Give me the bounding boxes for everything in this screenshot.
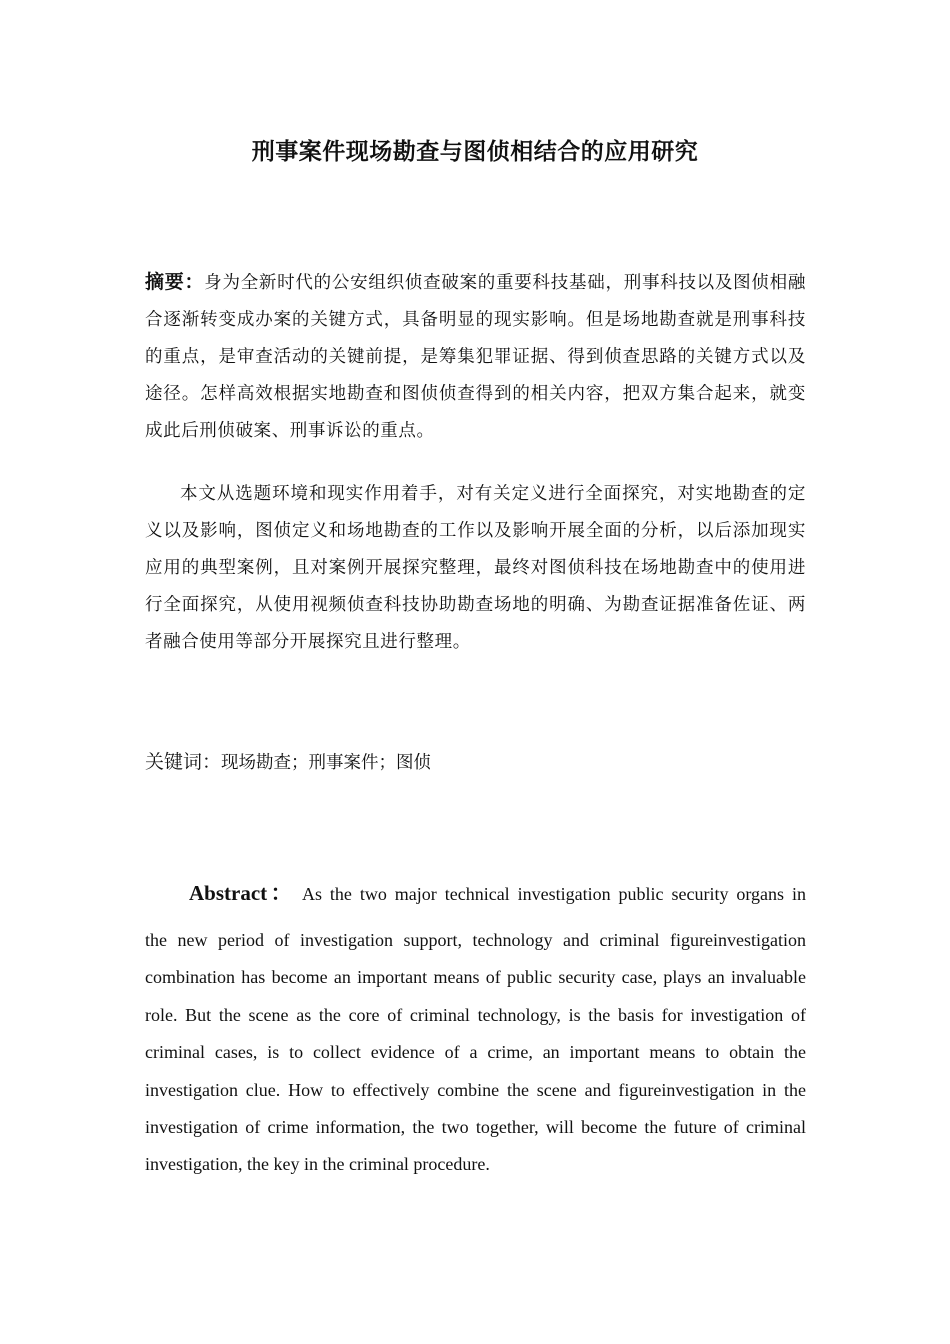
chinese-abstract-paragraph-2: 本文从选题环境和现实作用着手，对有关定义进行全面探究，对实地勘查的定义以及影响，图侦定义和场地勘查的工作以及影响开展全面的分析，以后添加现实应用的典型案例，且对案例开展探究整理，最终对图侦科技在场地勘查中的使用进行全面探究，从使用视频侦查科技协助勘查场地的明确、为勘查证据准备佐证、两者融合使用等部分开展探究且进行整理。 [145,484,806,652]
english-abstract-first-line [145,873,806,914]
chinese-abstract-label: 摘要： [145,271,205,293]
keywords [145,744,806,782]
paper-title: 刑事案件现场勘查与图侦相结合的应用研究 [251,139,699,165]
english-abstract-body: the new period of investigation support, technology and criminal figureinvestigation combination has become an important means of public security case, plays an invaluable role. But the scene as the core of criminal technology, is the basis for investigation of criminal cases, is to collect evidence of a crime, an important means to obtain the investigation clue. How to effectively combine the scene and figureinvestigation in the investigation of crime information, the two together, will become the future of criminal investigation, the key in the criminal procedure. [145,930,806,1175]
chinese-abstract [145,264,806,450]
english-abstract-label: Abstract： [189,881,296,905]
english-abstract [145,873,806,1184]
keywords-text: 现场勘查；刑事案件；图侦 [221,753,432,773]
chinese-abstract-paragraph-1: 身为全新时代的公安组织侦查破案的重要科技基础，刑事科技以及图侦相融合逐渐转变成办案的关键方式，具备明显的现实影响。但是场地勘查就是刑事科技的重点，是审查活动的关键前提，是筹集犯罪证据、得到侦查思路的关键方式以及途径。怎样高效根据实地勘查和图侦侦查得到的相关内容，把双方集合起来，就变成此后刑侦破案、刑事诉讼的重点。 [145,273,806,441]
keywords-label: 关键词： [145,751,222,773]
english-abstract-first-line-text: As the two major technical investigation public security organs in [301,884,806,904]
